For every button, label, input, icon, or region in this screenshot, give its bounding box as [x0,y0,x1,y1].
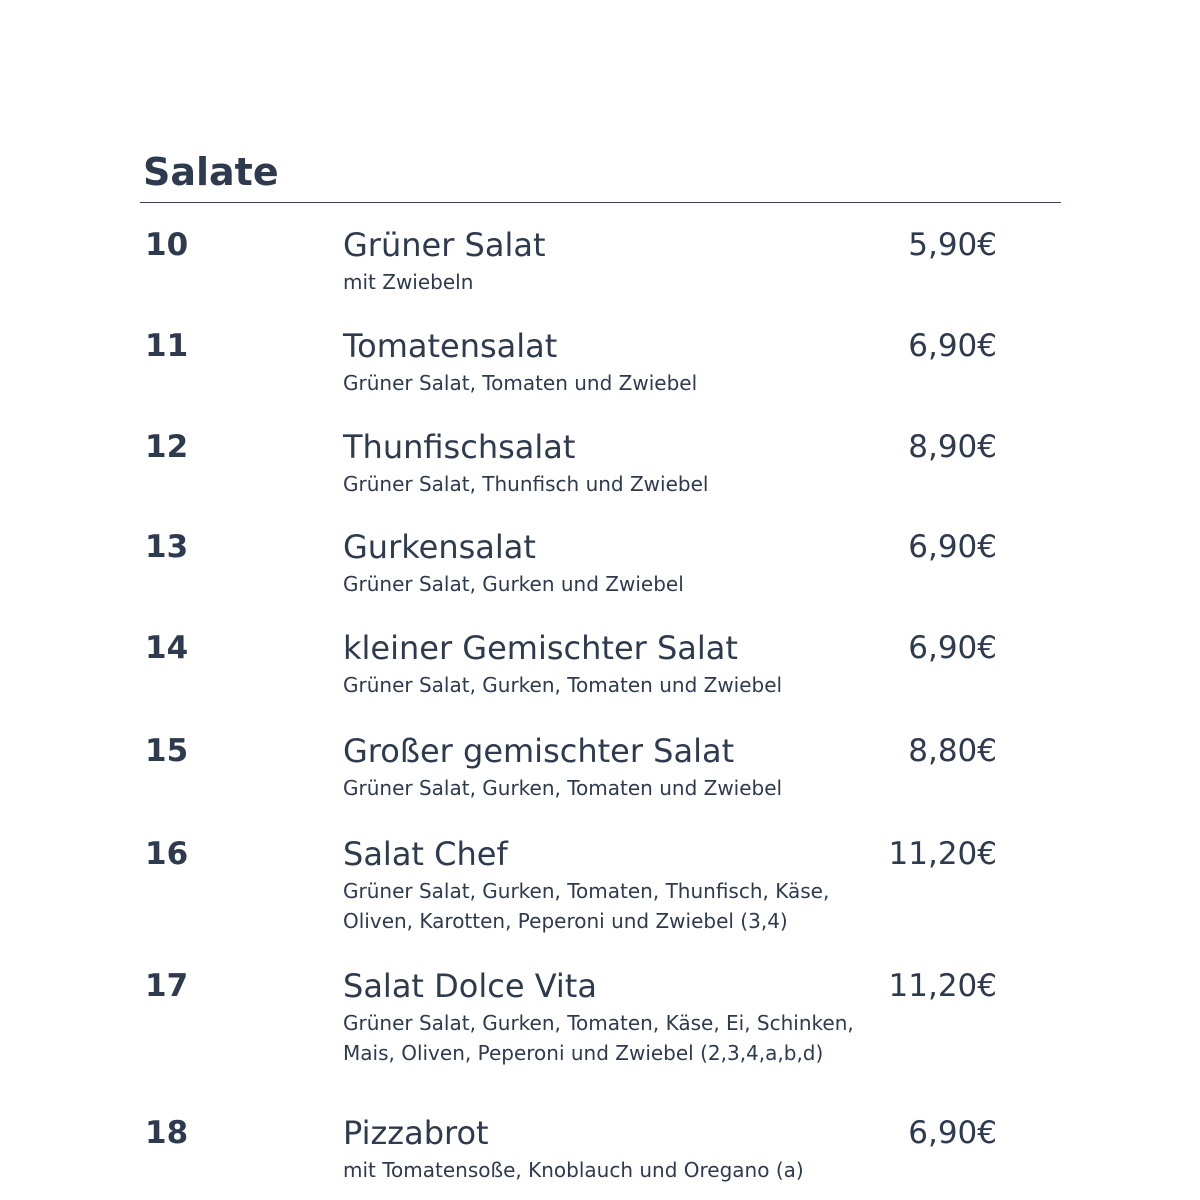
item-name: Pizzabrot [343,1114,489,1152]
item-name: Tomatensalat [343,327,558,365]
item-description: Grüner Salat, Gurken, Tomaten und Zwiebel [343,673,783,697]
item-price: 6,90€ [908,1115,997,1151]
item-name: kleiner Gemischter Salat [343,629,738,667]
item-number: 17 [145,968,189,1004]
item-price: 11,20€ [888,968,997,1004]
item-number: 11 [145,328,189,364]
item-description: mit Tomatensoße, Knoblauch und Oregano (a) [343,1158,804,1182]
item-price: 11,20€ [888,836,997,872]
item-number: 15 [145,733,189,769]
item-price: 5,90€ [908,227,997,263]
item-description: Grüner Salat, Gurken, Tomaten und Zwiebel [343,776,783,800]
item-description: Grüner Salat, Tomaten und Zwiebel [343,371,698,395]
item-price: 8,80€ [908,733,997,769]
item-number: 10 [145,227,189,263]
item-number: 16 [145,836,189,872]
section-title: Salate [143,150,279,194]
item-name: Grüner Salat [343,226,546,264]
section-divider [140,202,1061,203]
item-number: 14 [145,630,189,666]
item-number: 18 [145,1115,189,1151]
item-number: 12 [145,429,189,465]
item-description: mit Zwiebeln [343,270,474,294]
item-number: 13 [145,529,189,565]
item-name: Gurkensalat [343,528,536,566]
item-name: Salat Chef [343,835,508,873]
item-description: Grüner Salat, Gurken, Tomaten, Thunfisch, Käse, Oliven, Karotten, Peperoni und Zwiebel (3,4) [343,879,830,933]
item-price: 6,90€ [908,630,997,666]
item-description: Grüner Salat, Thunfisch und Zwiebel [343,472,709,496]
item-name: Thunfischsalat [343,428,576,466]
item-price: 6,90€ [908,529,997,565]
item-name: Salat Dolce Vita [343,967,597,1005]
item-name: Großer gemischter Salat [343,732,735,770]
item-description: Grüner Salat, Gurken und Zwiebel [343,572,684,596]
item-price: 8,90€ [908,429,997,465]
item-description: Grüner Salat, Gurken, Tomaten, Käse, Ei, Schinken, Mais, Oliven, Peperoni und Zwiebel (2,3,4,a,b,d) [343,1011,854,1065]
item-price: 6,90€ [908,328,997,364]
